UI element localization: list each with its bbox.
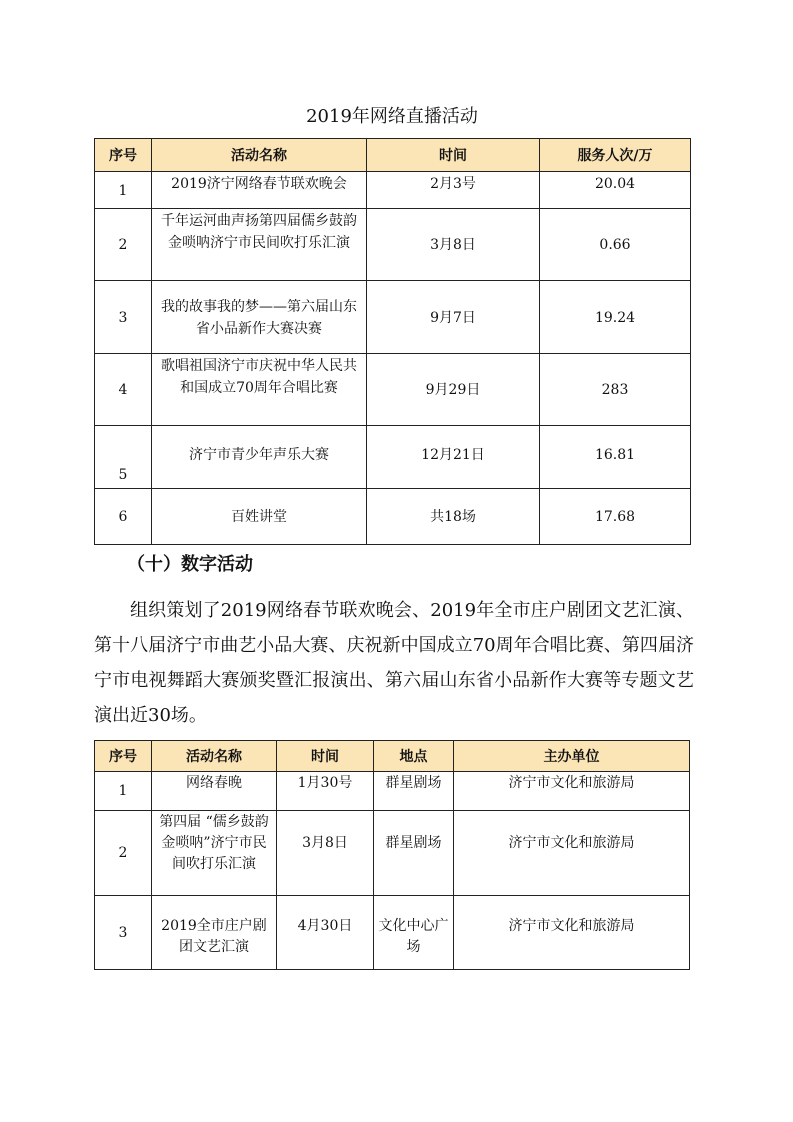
row-no: 4 bbox=[95, 354, 152, 426]
row-place: 群星剧场 bbox=[374, 811, 454, 896]
table-header-row bbox=[95, 139, 691, 172]
row-time: 2月3号 bbox=[367, 172, 540, 209]
header-no: 序号 bbox=[95, 741, 152, 772]
digital-activities-table bbox=[94, 740, 690, 970]
row-people: 283 bbox=[540, 354, 691, 426]
row-time: 4月30日 bbox=[277, 896, 374, 970]
table-row bbox=[95, 281, 691, 354]
header-host: 主办单位 bbox=[454, 741, 690, 772]
header-name: 活动名称 bbox=[152, 139, 367, 172]
row-host: 济宁市文化和旅游局 bbox=[454, 811, 690, 896]
row-no: 6 bbox=[95, 489, 152, 545]
section-heading: （十）数字活动 bbox=[127, 554, 253, 575]
row-time: 3月8日 bbox=[277, 811, 374, 896]
table-row bbox=[95, 172, 691, 209]
row-time: 9月7日 bbox=[367, 281, 540, 354]
table-row bbox=[95, 811, 690, 896]
table-row bbox=[95, 426, 691, 489]
table-row bbox=[95, 354, 691, 426]
row-no: 2 bbox=[95, 811, 152, 896]
live-broadcast-table bbox=[94, 138, 691, 545]
row-no: 1 bbox=[95, 172, 152, 209]
row-time: 1月30号 bbox=[277, 772, 374, 811]
table-row bbox=[95, 489, 691, 545]
header-people: 服务人次/万 bbox=[540, 139, 691, 172]
row-no: 3 bbox=[95, 281, 152, 354]
row-time: 12月21日 bbox=[367, 426, 540, 489]
row-no: 5 bbox=[95, 426, 152, 489]
row-people: 0.66 bbox=[540, 209, 691, 281]
row-no: 3 bbox=[95, 896, 152, 970]
row-name: 千年运河曲声扬第四届儒乡鼓韵金唢呐济宁市民间吹打乐汇演 bbox=[152, 209, 367, 281]
row-name: 济宁市青少年声乐大赛 bbox=[152, 426, 367, 489]
row-time: 9月29日 bbox=[367, 354, 540, 426]
row-name: 2019全市庄户剧团文艺汇演 bbox=[152, 896, 277, 970]
header-time: 时间 bbox=[277, 741, 374, 772]
row-name: 歌唱祖国济宁市庆祝中华人民共和国成立70周年合唱比赛 bbox=[152, 354, 367, 426]
row-name: 网络春晚 bbox=[152, 772, 277, 811]
row-name: 第四届 “儒乡鼓韵金唢呐”济宁市民间吹打乐汇演 bbox=[152, 811, 277, 896]
row-people: 19.24 bbox=[540, 281, 691, 354]
row-name: 2019济宁网络春节联欢晚会 bbox=[152, 172, 367, 209]
row-no: 1 bbox=[95, 772, 152, 811]
header-time: 时间 bbox=[367, 139, 540, 172]
table-header-row bbox=[95, 741, 690, 772]
table-row bbox=[95, 209, 691, 281]
row-host: 济宁市文化和旅游局 bbox=[454, 896, 690, 970]
row-host: 济宁市文化和旅游局 bbox=[454, 772, 690, 811]
row-place: 群星剧场 bbox=[374, 772, 454, 811]
row-place: 文化中心广场 bbox=[374, 896, 454, 970]
row-people: 16.81 bbox=[540, 426, 691, 489]
header-name: 活动名称 bbox=[152, 741, 277, 772]
table-row bbox=[95, 896, 690, 970]
header-place: 地点 bbox=[374, 741, 454, 772]
row-people: 20.04 bbox=[540, 172, 691, 209]
table-row bbox=[95, 772, 690, 811]
table1-title: 2019年网络直播活动 bbox=[306, 106, 478, 127]
header-no: 序号 bbox=[95, 139, 152, 172]
row-name: 我的故事我的梦——第六届山东省小品新作大赛决赛 bbox=[152, 281, 367, 354]
row-people: 17.68 bbox=[540, 489, 691, 545]
row-name: 百姓讲堂 bbox=[152, 489, 367, 545]
section-paragraph: 组织策划了2019网络春节联欢晚会、2019年全市庄户剧团文艺汇演、第十八届济宁市曲艺小品大赛、庆祝新中国成立70周年合唱比赛、第四届济宁市电视舞蹈大赛颁奖暨汇报演出、第六届山东省小品新作大赛等专题文艺演出近30场。 bbox=[94, 600, 694, 726]
row-time: 3月8日 bbox=[367, 209, 540, 281]
row-time: 共18场 bbox=[367, 489, 540, 545]
row-no: 2 bbox=[95, 209, 152, 281]
